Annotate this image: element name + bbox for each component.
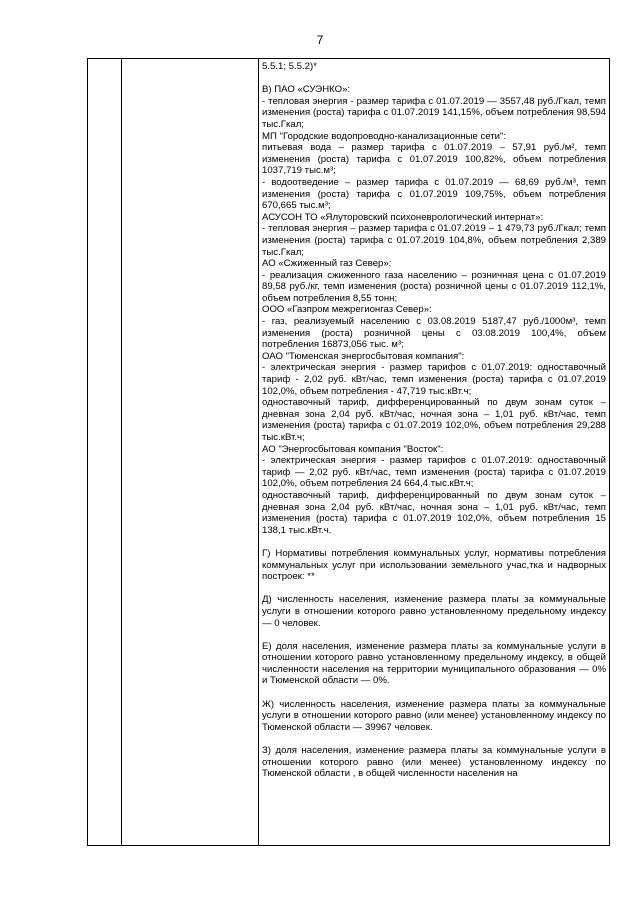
paragraph: АСУСОН ТО «Ялуторовский психоневрологический интернат»: [262,211,544,223]
paragraph: питьевая вода – размер тарифа с 01.07.2019 – 57,91 руб./м², темп изменения (роста) тарифа с 01.07.2019 100,82%, объем потребления 1037,719 тыс.м³; [262,142,606,177]
paragraph: - электрическая энергия - размер тарифов с 01.07.2019: одноставочный тариф - 2,02 руб. кВт/час, темп изменения (роста) тарифа с 01.07.2019 102,0%, объем потребления - 47,719 тыс.кВт.ч; [262,362,606,397]
paragraph: - реализация сжиженного газа населению – розничная цена с 01.07.2019 89,58 руб./кг, темп изменения (роста) розничной цены с 01.07.2019 112,1%, объем потребления 8,55 тонн; [262,269,606,304]
paragraph: одноставочный тариф, дифференцированный по двум зонам суток – дневная зона 2,04 руб. кВт/час, ночная зона – 1,01 руб. кВт/час, темп изменения (роста) тарифа с 01.07.2019 102,0%, объем потребления 15 138,1 тыс.кВт.ч. [262,489,606,536]
paragraph: АО "Энергосбытовая компания "Восток": [262,443,444,455]
paragraph-gap [262,733,606,745]
paragraph: Г) Нормативы потребления коммунальных услуг, нормативы потребления коммунальных услуг при использовании земельного учас,тка и надворных построек: ** [262,547,606,583]
paragraph: МП "Городские водопроводно-канализационные сети": [262,130,507,142]
paragraph: В) ПАО «СУЭНКО»: [262,84,351,96]
document-table [87,58,610,846]
paragraph-gap [262,687,606,699]
table-column-divider [121,59,122,845]
paragraph: - газ, реализуемый населению с 03.08.2019 5187,47 руб./1000м³, темп изменения (роста) розничной цены с 03.08.2019 100,4%, объем потребления 16873,056 тыс. м³; [262,316,606,351]
paragraph: ООО «Газпром межрегионгаз Север»: [262,304,432,316]
paragraph: Е) доля населения, изменение размера платы за коммунальные услуги в отношении которого равно установленному предельному индексу, в общей численности населения на территории муниципального образования — 0% и Тюменской области — 0%. [262,640,606,687]
page-number: 7 [316,33,324,47]
table-cell-text [259,61,608,780]
paragraph: Ж) численность населения, изменение размера платы за коммунальные услуги в отношении которого равно (или менее) установленному индексу по Тюменской области — 39967 человек. [262,698,606,733]
paragraph: - водоотведение – размер тарифа с 01.07.2019 — 68,69 руб./м³, темп изменения (роста) тарифа с 01.07.2019 109,75%, объем потребления 670,665 тыс.м³; [262,176,606,212]
paragraph: ОАО "Тюменская энергосбытовая компания": [262,350,465,362]
paragraph: Д) численность населения, изменение размера платы за коммунальные услуги в отношении которого равно установленному предельному индексу — 0 человек. [262,594,606,629]
paragraph-gap [262,583,606,595]
paragraph: одноставочный тариф, дифференцированный по двум зонам суток – дневная зона 2,04 руб. кВт/час, ночная зона – 1,01 руб. кВт/час, темп изменения (роста) тарифа с 01.07.2019 102,0%, объем потребления 29,288 тыс.кВт.ч; [262,397,606,443]
paragraph-gap [262,629,606,641]
paragraph: - электрическая энергия - размер тарифов с 01.07.2019: одноставочный тариф — 2,02 руб. кВт/час, темп изменения (роста) тарифа с 01.07.2019 102,0%, объем потребления 24 664,4 тыс.кВт.ч; [262,455,606,490]
paragraph: - тепловая энергия - размер тарифа с 01.07.2019 — 3557,48 руб./Гкал, темп изменения (роста) тарифа с 01.07.2019 141,15%, объем потребления 98,594 тыс.Гкал; [262,95,606,130]
paragraph: - тепловая энергия – размер тарифа с 01.07.2019 – 1 479,73 руб./Гкал; темп изменения (роста) тарифа с 01.07.2019 104,8%, объем потребления 2,389 тыс.Гкал; [262,223,606,258]
paragraph: З) доля населения, изменение размера платы за коммунальные услуги в отношении которого равно (или менее) установленному индексу по Тюменской области , в общей численности населения на [262,745,606,780]
paragraph-gap [262,73,606,85]
paragraph: 5.5.1; 5.5.2)* [262,61,317,72]
paragraph-gap [262,536,606,548]
paragraph: АО «Сжиженный газ Север»: [262,258,392,270]
